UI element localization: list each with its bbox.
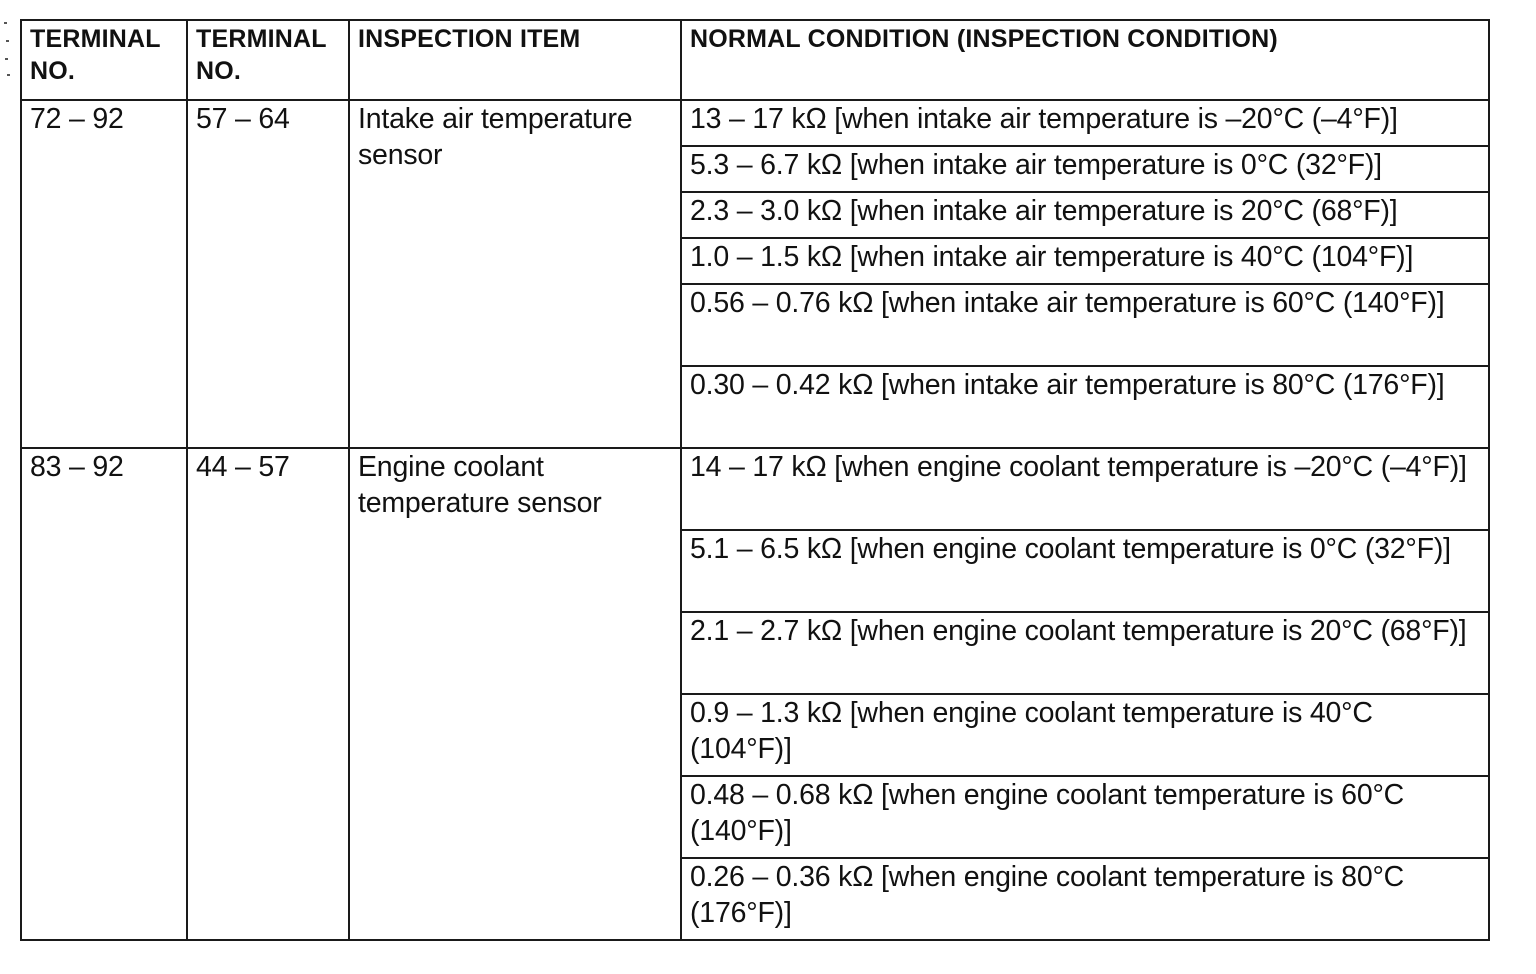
condition-cell: 1.0 – 1.5 kΩ [when intake air temperature is 40°C (104°F)] <box>681 238 1489 284</box>
header-terminal-no-2 <box>187 20 349 100</box>
terminal-b-cell: 44 – 57 <box>187 448 349 940</box>
document-page <box>20 19 1490 941</box>
condition-cell: 0.48 – 0.68 kΩ [when engine coolant temperature is 60°C (140°F)] <box>681 776 1489 858</box>
condition-cell: 5.1 – 6.5 kΩ [when engine coolant temperature is 0°C (32°F)] <box>681 530 1489 612</box>
header-inspection-item: INSPECTION ITEM <box>349 20 681 100</box>
terminal-a-cell: 72 – 92 <box>21 100 187 448</box>
condition-cell: 0.30 – 0.42 kΩ [when intake air temperature is 80°C (176°F)] <box>681 366 1489 448</box>
table-row <box>21 448 1489 530</box>
header-terminal-no-2-line1: TERMINAL <box>196 25 327 53</box>
header-terminal-no-1 <box>21 20 187 100</box>
scan-margin-marks <box>2 22 16 82</box>
header-terminal-no-1-line2: NO. <box>30 57 76 85</box>
condition-cell: 5.3 – 6.7 kΩ [when intake air temperature is 0°C (32°F)] <box>681 146 1489 192</box>
condition-cell: 2.3 – 3.0 kΩ [when intake air temperature is 20°C (68°F)] <box>681 192 1489 238</box>
header-normal-condition: NORMAL CONDITION (INSPECTION CONDITION) <box>681 20 1489 100</box>
condition-cell: 0.56 – 0.76 kΩ [when intake air temperature is 60°C (140°F)] <box>681 284 1489 366</box>
condition-cell: 2.1 – 2.7 kΩ [when engine coolant temperature is 20°C (68°F)] <box>681 612 1489 694</box>
header-terminal-no-2-line2: NO. <box>196 57 242 85</box>
inspection-item-cell: Intake air temperature sensor <box>349 100 681 448</box>
condition-cell: 0.9 – 1.3 kΩ [when engine coolant temperature is 40°C (104°F)] <box>681 694 1489 776</box>
inspection-item-cell: Engine coolant temperature sensor <box>349 448 681 940</box>
terminal-b-cell: 57 – 64 <box>187 100 349 448</box>
table-header-row <box>21 20 1489 100</box>
condition-cell: 14 – 17 kΩ [when engine coolant temperature is –20°C (–4°F)] <box>681 448 1489 530</box>
inspection-table <box>20 19 1490 941</box>
header-terminal-no-1-line1: TERMINAL <box>30 25 161 53</box>
condition-cell: 13 – 17 kΩ [when intake air temperature is –20°C (–4°F)] <box>681 100 1489 146</box>
condition-cell: 0.26 – 0.36 kΩ [when engine coolant temperature is 80°C (176°F)] <box>681 858 1489 940</box>
terminal-a-cell: 83 – 92 <box>21 448 187 940</box>
table-row <box>21 100 1489 146</box>
